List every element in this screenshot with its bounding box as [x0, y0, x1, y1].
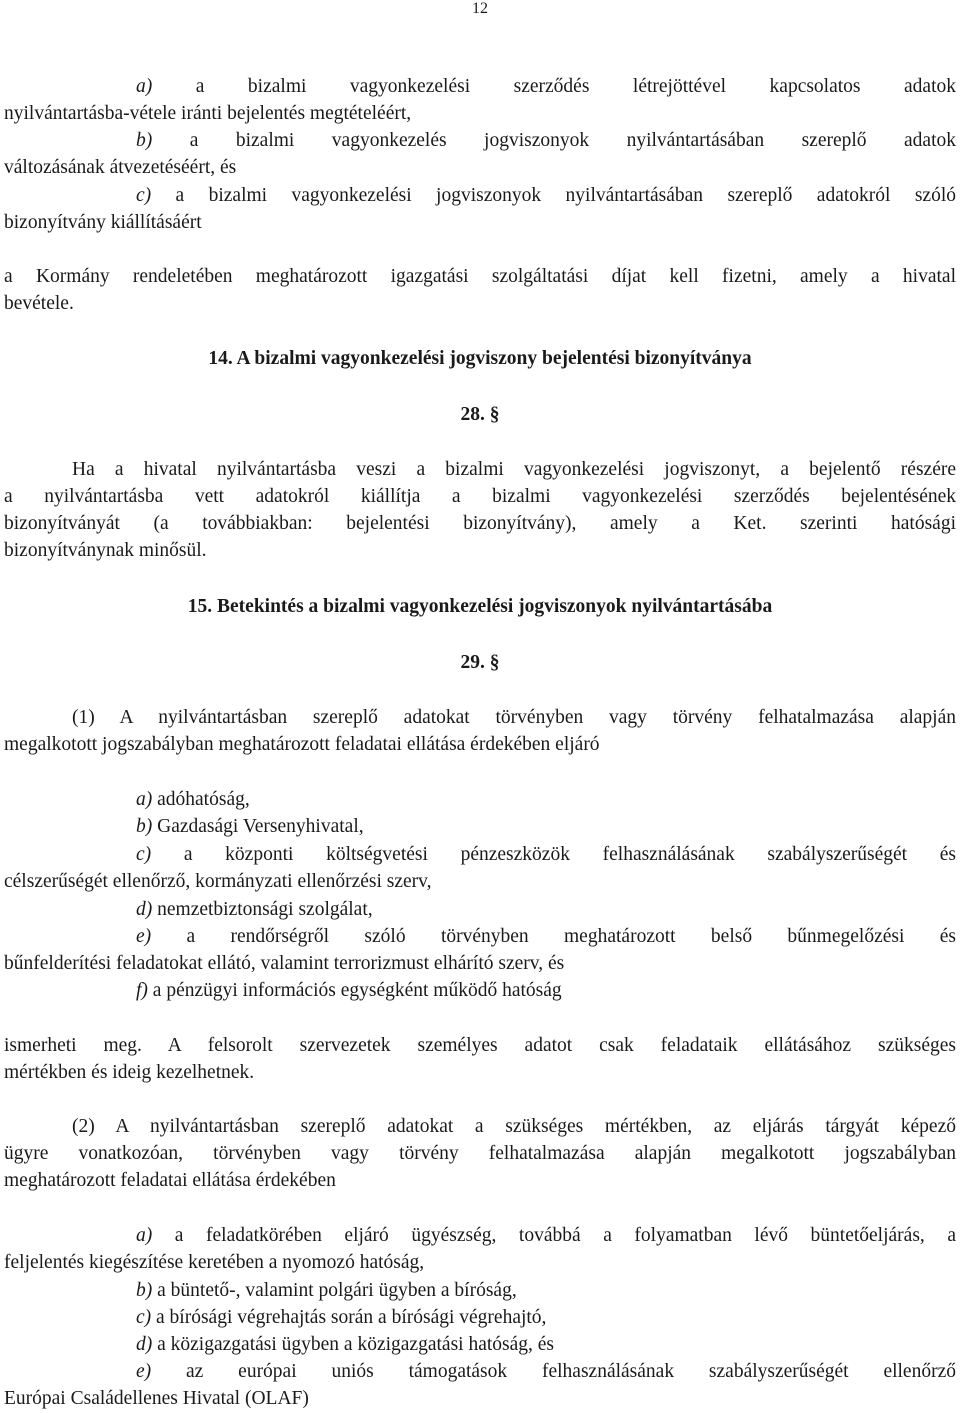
- paragraph-2-line3: meghatározott feladatai ellátása érdekében: [4, 1170, 336, 1191]
- list2-item-e-cont: Európai Családellenes Hivatal (OLAF): [4, 1388, 309, 1409]
- item-text: a közigazgatási ügyben a közigazgatási hatóság, és: [152, 1334, 555, 1355]
- paragraph-28-line1: Ha a hivatal nyilvántartásba veszi a bizalmi vagyonkezelési jogviszonyt, a bejelentő részére: [72, 459, 956, 480]
- paragraph-1-line2: megalkotott jogszabályban meghatározott feladatai ellátása érdekében eljáró: [4, 734, 600, 755]
- item-text: a bizalmi vagyonkezelés jogviszonyok nyilvántartásában szereplő adatok: [152, 130, 956, 151]
- list1-item-f: [136, 978, 956, 1004]
- item-label: c): [136, 185, 152, 206]
- item-label: b): [136, 1280, 153, 1301]
- list-item-c-cont: bizonyítvány kiállításáért: [4, 212, 202, 233]
- heading-15: 15. Betekintés a bizalmi vagyonkezelési jogviszonyok nyilvántartásába: [187, 596, 773, 617]
- list-item-a-cont: nyilvántartásba-vétele iránti bejelentés megtételéért,: [4, 103, 412, 124]
- item-label: e): [136, 1361, 152, 1382]
- list1-item-c: [136, 842, 956, 868]
- item-text: az európai uniós támogatások felhasználásának szabályszerűségét ellenőrző: [151, 1361, 956, 1382]
- closing-text: a Kormány rendeletében meghatározott igazgatási szolgáltatási díjat kell fizetni, amely a hivatal: [4, 266, 956, 287]
- item-text: a feladatkörében eljáró ügyészség, továbbá a folyamatban lévő büntetőeljárás, a: [152, 1225, 956, 1246]
- list1-item-e-cont: bűnfelderítési feladatokat ellátó, valamint terrorizmust elhárító szerv, és: [4, 953, 565, 974]
- list1-item-b: [136, 814, 956, 840]
- item-label: c): [136, 844, 152, 865]
- list1-item-e: [136, 924, 956, 950]
- item-label: c): [136, 1307, 152, 1328]
- item-label: b): [136, 130, 153, 151]
- page-number: 12: [472, 0, 488, 17]
- paragraph-1-close-line2: mértékben és ideig kezelhetnek.: [4, 1062, 255, 1083]
- item-text: a bizalmi vagyonkezelési szerződés létrejöttével kapcsolatos adatok: [152, 76, 956, 97]
- list2-item-a-cont: feljelentés kiegészítése keretében a nyomozó hatóság,: [4, 1252, 425, 1273]
- list2-item-a: [136, 1223, 956, 1249]
- section-29: 29. §: [460, 652, 500, 673]
- list2-item-e: [136, 1359, 956, 1385]
- paragraph-28-line2: a nyilvántartásba vett adatokról kiállítja a bizalmi vagyonkezelési szerződés bejelentésének: [4, 486, 956, 507]
- item-label: b): [136, 816, 153, 837]
- paragraph-2-line1: (2) A nyilvántartásban szereplő adatokat a szükséges mértékben, az eljárás tárgyát képező: [72, 1116, 956, 1137]
- list1-item-c-cont: célszerűségét ellenőrző, kormányzati ellenőrzési szerv,: [4, 871, 432, 892]
- item-text: a pénzügyi információs egységként működő hatóság: [147, 980, 562, 1001]
- paragraph-2-line2: ügyre vonatkozóan, törvényben vagy törvény felhatalmazása alapján megalkotott jogszabályban: [4, 1143, 956, 1164]
- heading-14: 14. A bizalmi vagyonkezelési jogviszony bejelentési bizonyítványa: [208, 348, 752, 369]
- item-text: a központi költségvetési pénzeszközök felhasználásának szabályszerűségét és: [151, 844, 956, 865]
- item-text: adóhatóság,: [152, 789, 250, 810]
- item-text: a bírósági végrehajtás során a bírósági végrehajtó,: [151, 1307, 547, 1328]
- list-item-a: [136, 74, 956, 100]
- list2-item-c: [136, 1305, 956, 1331]
- list2-item-d: [136, 1332, 956, 1358]
- item-label: d): [136, 1334, 153, 1355]
- list-item-c: [136, 183, 956, 209]
- closing-text-cont: bevétele.: [4, 293, 74, 314]
- list-item-b-cont: változásának átvezetéséért, és: [4, 157, 237, 178]
- paragraph-28-line4: bizonyítványnak minősül.: [4, 540, 207, 561]
- section-28: 28. §: [460, 404, 500, 425]
- item-label: a): [136, 789, 153, 810]
- item-label: a): [136, 1225, 153, 1246]
- item-label: f): [136, 980, 148, 1001]
- paragraph-1-close-line1: ismerheti meg. A felsorolt szervezetek személyes adatot csak feladataik ellátásához szükséges: [4, 1035, 956, 1056]
- item-text: Gazdasági Versenyhivatal,: [152, 816, 364, 837]
- list-item-b: [136, 128, 956, 154]
- paragraph-1-line1: (1) A nyilvántartásban szereplő adatokat törvényben vagy törvény felhatalmazása alapján: [72, 707, 956, 728]
- list1-item-a: [136, 787, 956, 813]
- item-label: e): [136, 926, 152, 947]
- paragraph-28-line3: bizonyítványát (a továbbiakban: bejelentési bizonyítvány), amely a Ket. szerinti hatósági: [4, 513, 956, 534]
- item-text: nemzetbiztonsági szolgálat,: [152, 899, 373, 920]
- item-text: a büntető-, valamint polgári ügyben a bíróság,: [152, 1280, 517, 1301]
- item-text: a rendőrségről szóló törvényben meghatározott belső bűnmegelőzési és: [151, 926, 956, 947]
- item-label: a): [136, 76, 153, 97]
- list1-item-d: [136, 897, 956, 923]
- list2-item-b: [136, 1278, 956, 1304]
- item-label: d): [136, 899, 153, 920]
- item-text: a bizalmi vagyonkezelési jogviszonyok nyilvántartásában szereplő adatokról szóló: [151, 185, 956, 206]
